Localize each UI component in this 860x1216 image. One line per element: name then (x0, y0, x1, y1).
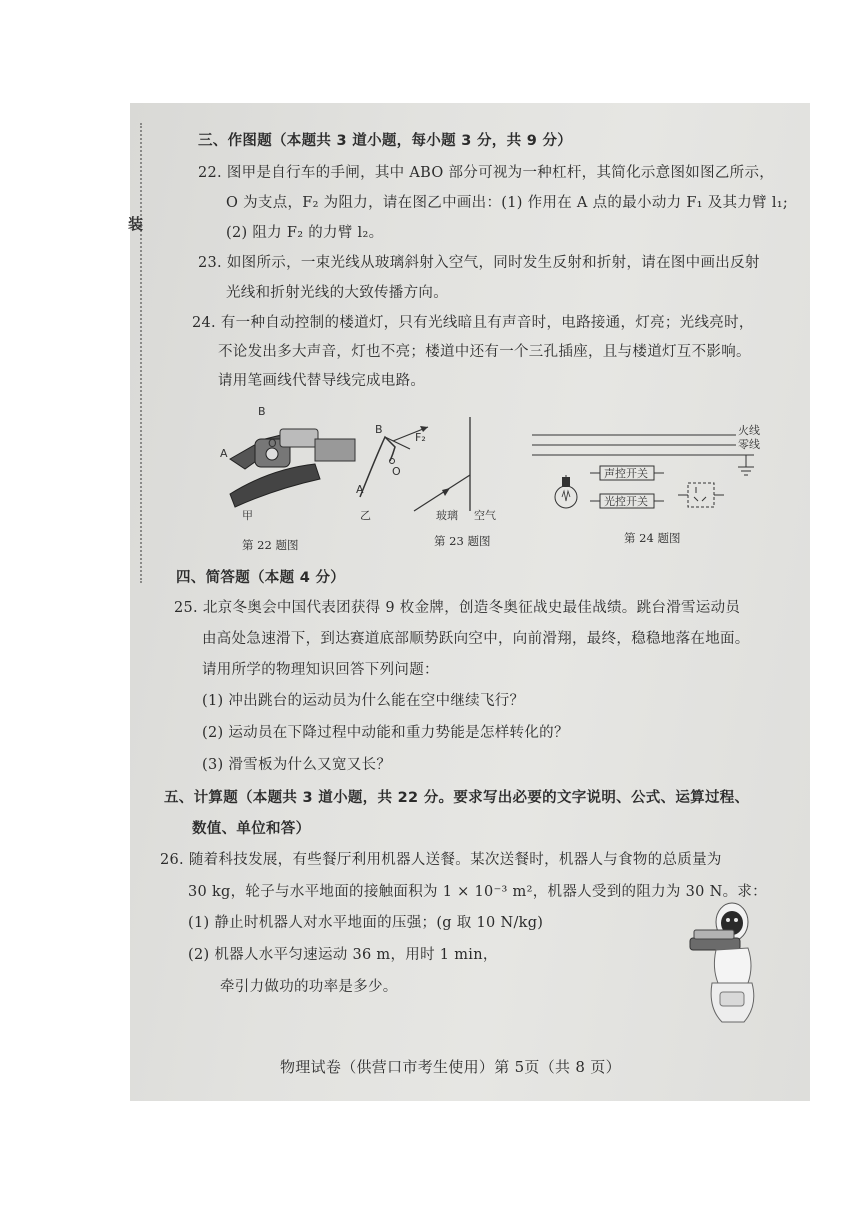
label-B-jia: B (258, 405, 266, 418)
label-glass: 玻璃 (436, 509, 458, 522)
q26-line1: 26. 随着科技发展，有些餐厅利用机器人送餐。某次送餐时，机器人与食物的总质量为 (160, 852, 722, 868)
label-O-yi: O (392, 465, 401, 478)
label-A-yi: A (356, 483, 364, 496)
page-footer: 物理试卷（供营口市考生使用）第 5页（共 8 页） (280, 1058, 621, 1076)
fig24-caption: 第 24 题图 (624, 531, 681, 545)
binding-mark: 装 (128, 215, 144, 233)
fig23-caption: 第 23 题图 (434, 534, 491, 548)
brake-lever-drawing (220, 405, 355, 507)
label-yi: 乙 (360, 509, 371, 522)
label-sound-switch: 声控开关 (604, 467, 648, 480)
label-light-switch: 光控开关 (604, 495, 648, 508)
q26-sub2b: 牵引力做功的功率是多少。 (220, 979, 398, 995)
fig22-caption: 第 22 题图 (242, 538, 299, 552)
section-3-heading: 三、作图题（本题共 3 道小题，每小题 3 分，共 9 分） (198, 133, 573, 149)
q22-line3: (2) 阻力 F₂ 的力臂 l₂。 (226, 225, 384, 241)
q25-sub3: (3) 滑雪板为什么又宽又长？ (202, 757, 392, 773)
q26-sub1: (1) 静止时机器人对水平地面的压强；(g 取 10 N/kg) (188, 915, 544, 931)
q23-line1: 23. 如图所示，一束光线从玻璃斜射入空气，同时发生反射和折射，请在图中画出反射 (198, 255, 760, 271)
figure-22 (210, 399, 440, 529)
label-jia: 甲 (242, 509, 253, 522)
section-4-heading: 四、简答题（本题 4 分） (176, 570, 346, 586)
q24-line1: 24. 有一种自动控制的楼道灯，只有光线暗且有声音时，电路接通，灯亮；光线亮时， (192, 315, 754, 331)
label-B-yi: B (375, 423, 383, 436)
q25-line2: 由高处急速滑下，到达赛道底部顺势跃向空中，向前滑翔，最终，稳稳地落在地面。 (202, 631, 750, 647)
section-5-heading-line2: 数值、单位和答） (192, 821, 311, 837)
q22-line2: O 为支点，F₂ 为阻力，请在图乙中画出：(1) 作用在 A 点的最小动力 F₁ 及其力臂 l₁; (226, 195, 789, 211)
figure-24 (528, 421, 768, 527)
label-neutral-wire: 零线 (738, 438, 760, 451)
socket-icon (678, 483, 724, 507)
label-air: 空气 (474, 509, 496, 522)
q24-line3: 请用笔画线代替导线完成电路。 (218, 373, 426, 389)
sound-switch (590, 466, 664, 480)
q25-sub1: (1) 冲出跳台的运动员为什么能在空中继续飞行？ (202, 693, 525, 709)
robot-illustration (682, 898, 772, 1028)
q26-line2: 30 kg，轮子与水平地面的接触面积为 1 × 10⁻³ m²，机器人受到的阻力为 30 N。求： (188, 884, 767, 900)
q25-sub2: (2) 运动员在下降过程中动能和重力势能是怎样转化的？ (202, 725, 569, 741)
q25-line1: 25. 北京冬奥会中国代表团获得 9 枚金牌，创造冬奥征战史最佳战绩。跳台滑雪运动员 (174, 600, 741, 616)
binding-line (140, 123, 142, 583)
q22-line1: 22. 图甲是自行车的手闸，其中 ABO 部分可视为一种杠杆，其简化示意图如图乙所示， (198, 165, 775, 181)
label-A-jia: A (220, 447, 228, 460)
exam-page (130, 103, 810, 1101)
figure-23 (410, 411, 510, 521)
label-live-wire: 火线 (738, 424, 760, 437)
q26-sub2: (2) 机器人水平匀速运动 36 m，用时 1 min， (188, 947, 498, 963)
lamp-icon (555, 475, 577, 508)
section-5-heading-line1: 五、计算题（本题共 3 道小题，共 22 分。要求写出必要的文字说明、公式、运算过程、 (164, 790, 750, 806)
q23-line2: 光线和折射光线的大致传播方向。 (226, 285, 448, 301)
light-switch (590, 494, 664, 508)
label-O-jia: O (268, 437, 277, 450)
q25-line3: 请用所学的物理知识回答下列问题： (202, 662, 439, 678)
q24-line2: 不论发出多大声音，灯也不亮；楼道中还有一个三孔插座，且与楼道灯互不影响。 (218, 344, 751, 360)
label-F2: F₂ (415, 431, 426, 444)
